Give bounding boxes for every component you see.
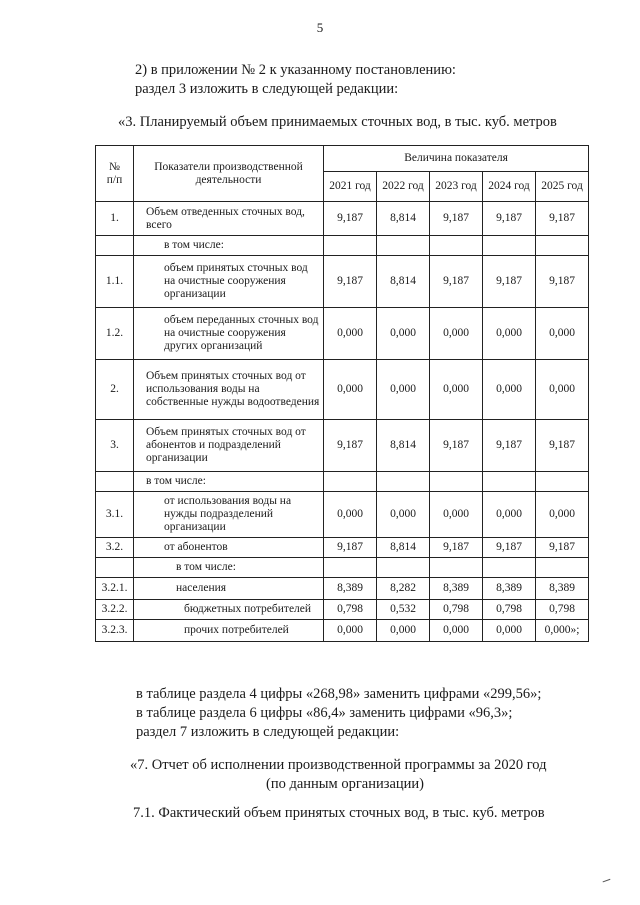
value-cell: 9,187 xyxy=(430,420,483,472)
table-row xyxy=(96,578,589,600)
table-row xyxy=(96,620,589,642)
row-number: 2. xyxy=(96,360,134,420)
value-cell: 0,000 xyxy=(430,308,483,360)
row-label: от абонентов xyxy=(134,538,324,558)
value-cell: 8,389 xyxy=(483,578,536,600)
col-head-num-text: № п/п xyxy=(106,160,123,186)
row-number: 3.2.1. xyxy=(96,578,134,600)
col-head-value-group: Величина показателя xyxy=(324,146,589,172)
value-cell: 9,187 xyxy=(324,202,377,236)
row-number: 1.1. xyxy=(96,256,134,308)
table-row xyxy=(96,202,589,236)
section-3-title: «3. Планируемый объем принимаемых сточных вод, в тыс. куб. метров xyxy=(118,114,557,130)
value-cell: 8,282 xyxy=(377,578,430,600)
section-7-subtitle: (по данным организации) xyxy=(266,776,425,792)
after-line-3: раздел 7 изложить в следующей редакции: xyxy=(136,724,400,740)
value-cell: 8,814 xyxy=(377,202,430,236)
row-number: 1. xyxy=(96,202,134,236)
value-cell: 9,187 xyxy=(430,256,483,308)
value-cell xyxy=(430,558,483,578)
col-head-year: 2022 год xyxy=(377,172,430,202)
value-cell: 0,000 xyxy=(430,492,483,538)
scan-mark xyxy=(603,879,612,885)
value-cell: 0,000 xyxy=(483,492,536,538)
after-line-2: в таблице раздела 6 цифры «86,4» заменить цифрами «96,3»; xyxy=(136,705,513,721)
table-row xyxy=(96,236,589,256)
value-cell: 0,000 xyxy=(377,492,430,538)
row-label: объем переданных сточных вод на очистные сооружения других организаций xyxy=(134,308,324,360)
value-cell: 9,187 xyxy=(430,202,483,236)
value-cell: 9,187 xyxy=(483,202,536,236)
row-label: от использования воды на нужды подразделений организации xyxy=(134,492,324,538)
value-cell: 0,532 xyxy=(377,600,430,620)
value-cell: 8,389 xyxy=(324,578,377,600)
row-number xyxy=(96,236,134,256)
value-cell: 9,187 xyxy=(536,256,589,308)
value-cell: 9,187 xyxy=(483,538,536,558)
row-label: Объем принятых сточных вод от абонентов и подразделений организации xyxy=(134,420,324,472)
table-row xyxy=(96,420,589,472)
value-cell: 0,000 xyxy=(430,360,483,420)
row-label: в том числе: xyxy=(134,472,324,492)
row-label: прочих потребителей xyxy=(134,620,324,642)
table-row xyxy=(96,492,589,538)
value-cell xyxy=(536,558,589,578)
value-cell: 9,187 xyxy=(324,420,377,472)
value-cell: 0,000 xyxy=(377,620,430,642)
value-cell: 0,798 xyxy=(483,600,536,620)
row-label: Объем принятых сточных вод от использования воды на собственные нужды водоотведения xyxy=(134,360,324,420)
row-number xyxy=(96,558,134,578)
value-cell: 0,798 xyxy=(430,600,483,620)
value-cell: 0,000 xyxy=(324,360,377,420)
value-cell: 0,000 xyxy=(377,308,430,360)
value-cell: 0,000 xyxy=(536,308,589,360)
value-cell: 9,187 xyxy=(483,420,536,472)
value-cell xyxy=(324,236,377,256)
planned-wastewater-table xyxy=(95,145,589,642)
table-row xyxy=(96,308,589,360)
col-head-year: 2024 год xyxy=(483,172,536,202)
value-cell xyxy=(377,236,430,256)
table-row xyxy=(96,600,589,620)
value-cell: 9,187 xyxy=(483,256,536,308)
value-cell xyxy=(377,558,430,578)
value-cell: 0,798 xyxy=(324,600,377,620)
value-cell: 0,000 xyxy=(324,620,377,642)
intro-line-2: раздел 3 изложить в следующей редакции: xyxy=(135,81,399,97)
value-cell xyxy=(483,236,536,256)
value-cell xyxy=(483,472,536,492)
intro-line-1: 2) в приложении № 2 к указанному постановлению: xyxy=(135,62,456,78)
value-cell xyxy=(483,558,536,578)
value-cell xyxy=(536,236,589,256)
value-cell: 0,000 xyxy=(536,492,589,538)
value-cell xyxy=(536,472,589,492)
row-number: 3.2. xyxy=(96,538,134,558)
row-number: 3. xyxy=(96,420,134,472)
value-cell: 8,389 xyxy=(430,578,483,600)
row-label: в том числе: xyxy=(134,558,324,578)
col-head-year: 2021 год xyxy=(324,172,377,202)
after-line-1: в таблице раздела 4 цифры «268,98» заменить цифрами «299,56»; xyxy=(136,686,542,702)
value-cell xyxy=(430,472,483,492)
value-cell: 0,000 xyxy=(324,308,377,360)
row-label: Объем отведенных сточных вод, всего xyxy=(134,202,324,236)
col-head-year: 2025 год xyxy=(536,172,589,202)
section-7-title: «7. Отчет об исполнении производственной программы за 2020 год xyxy=(130,757,547,773)
value-cell: 8,814 xyxy=(377,256,430,308)
row-number: 3.2.3. xyxy=(96,620,134,642)
table-row xyxy=(96,256,589,308)
value-cell: 9,187 xyxy=(536,538,589,558)
value-cell xyxy=(324,558,377,578)
table-row xyxy=(96,360,589,420)
value-cell: 0,000 xyxy=(377,360,430,420)
value-cell: 9,187 xyxy=(324,256,377,308)
col-head-indicator: Показатели производственной деятельности xyxy=(134,146,324,202)
row-number: 3.2.2. xyxy=(96,600,134,620)
row-number: 3.1. xyxy=(96,492,134,538)
value-cell xyxy=(324,472,377,492)
col-head-year: 2023 год xyxy=(430,172,483,202)
table-row xyxy=(96,472,589,492)
value-cell: 9,187 xyxy=(430,538,483,558)
row-number: 1.2. xyxy=(96,308,134,360)
col-head-num xyxy=(96,146,134,202)
row-label: бюджетных потребителей xyxy=(134,600,324,620)
value-cell: 0,000 xyxy=(483,620,536,642)
value-cell: 8,814 xyxy=(377,420,430,472)
value-cell: 0,798 xyxy=(536,600,589,620)
value-cell: 0,000 xyxy=(483,360,536,420)
row-label: в том числе: xyxy=(134,236,324,256)
value-cell: 0,000 xyxy=(483,308,536,360)
value-cell xyxy=(430,236,483,256)
value-cell: 9,187 xyxy=(536,202,589,236)
value-cell: 9,187 xyxy=(536,420,589,472)
value-cell: 8,814 xyxy=(377,538,430,558)
value-cell: 0,000 xyxy=(324,492,377,538)
value-cell: 0,000 xyxy=(536,360,589,420)
value-cell: 0,000 xyxy=(430,620,483,642)
value-cell xyxy=(377,472,430,492)
row-number xyxy=(96,472,134,492)
table-row xyxy=(96,558,589,578)
value-cell: 0,000»; xyxy=(536,620,589,642)
row-label: объем принятых сточных вод на очистные сооружения организации xyxy=(134,256,324,308)
value-cell: 8,389 xyxy=(536,578,589,600)
value-cell: 9,187 xyxy=(324,538,377,558)
section-7-1-title: 7.1. Фактический объем принятых сточных вод, в тыс. куб. метров xyxy=(133,805,545,821)
page-number: 5 xyxy=(316,20,324,35)
row-label: населения xyxy=(134,578,324,600)
table-row xyxy=(96,538,589,558)
